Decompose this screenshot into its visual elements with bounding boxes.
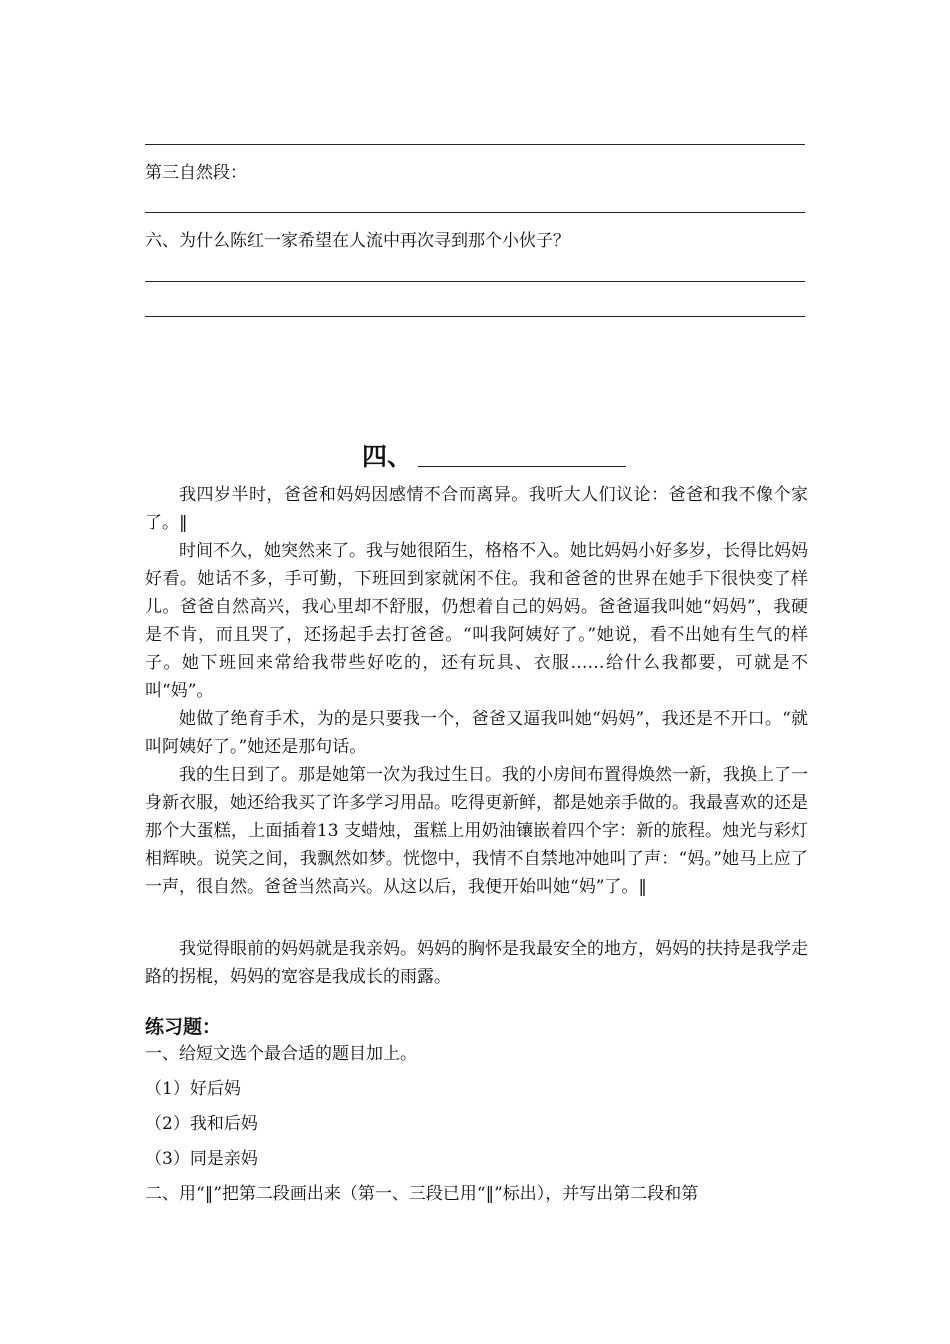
article-number: 四、 bbox=[362, 442, 413, 471]
article-title bbox=[362, 440, 626, 472]
title-blank-line bbox=[418, 466, 626, 467]
answer-line bbox=[145, 144, 805, 145]
answer-line bbox=[145, 316, 805, 317]
article-paragraph-3: 她做了绝育手术，为的是只要我一个，爸爸又逼我叫她“妈妈”，我还是不开口。“就叫阿姨好了。”她还是那句话。 bbox=[145, 709, 808, 757]
option-2: （2）我和后妈 bbox=[145, 1114, 258, 1134]
question-6: 六、为什么陈红一家希望在人流中再次寻到那个小伙子？ bbox=[145, 231, 570, 251]
option-3: （3）同是亲妈 bbox=[145, 1149, 258, 1169]
article-paragraph-1: 我四岁半时，爸爸和妈妈因感情不合而离异。我听大人们议论：爸爸和我不像个家了。‖ bbox=[145, 485, 808, 533]
option-1: （1）好后妈 bbox=[145, 1079, 241, 1099]
answer-line bbox=[145, 281, 805, 282]
paragraph3-label: 第三自然段： bbox=[145, 163, 247, 183]
article-paragraph-4: 我的生日到了。那是她第一次为我过生日。我的小房间布置得焕然一新，我换上了一身新衣服，她还给我买了许多学习用品。吃得更新鲜，都是她亲手做的。我最喜欢的还是那个大蛋糕，上面插着13 支蜡烛，蛋糕上用奶油镶嵌着四个字：新的旅程。烛光与彩灯相辉映。说笑之间，我飘然如梦。恍惚中，我情不自禁地冲她叫了声：“妈。”她马上应了一声，很自然。爸爸当然高兴。从这以后，我便开始叫她“妈”了。‖ bbox=[145, 765, 808, 897]
answer-line bbox=[145, 212, 805, 213]
exercise-question-1: 一、给短文选个最合适的题目加上。 bbox=[145, 1044, 417, 1064]
article-paragraph-2: 时间不久，她突然来了。我与她很陌生，格格不入。她比妈妈小好多岁，长得比妈妈好看。她话不多，手可勤，下班回到家就闲不住。我和爸爸的世界在她手下很快变了样儿。爸爸自然高兴，我心里却不舒服，仍想着自己的妈妈。爸爸逼我叫她“妈妈”，我硬是不肯，而且哭了，还扬起手去打爸爸。“叫我阿姨好了。”她说，看不出她有生气的样子。她下班回来常给我带些好吃的，还有玩具、衣服……给什么我都要，可就是不叫“妈”。 bbox=[145, 541, 808, 701]
article-paragraph-5: 我觉得眼前的妈妈就是我亲妈。妈妈的胸怀是我最安全的地方，妈妈的扶持是我学走路的拐棍，妈妈的宽容是我成长的雨露。 bbox=[145, 939, 808, 987]
exercise-question-2: 二、用“‖”把第二段画出来（第一、三段已用“‖”标出），并写出第二段和第 bbox=[145, 1184, 699, 1204]
exercise-heading: 练习题： bbox=[145, 1016, 222, 1038]
